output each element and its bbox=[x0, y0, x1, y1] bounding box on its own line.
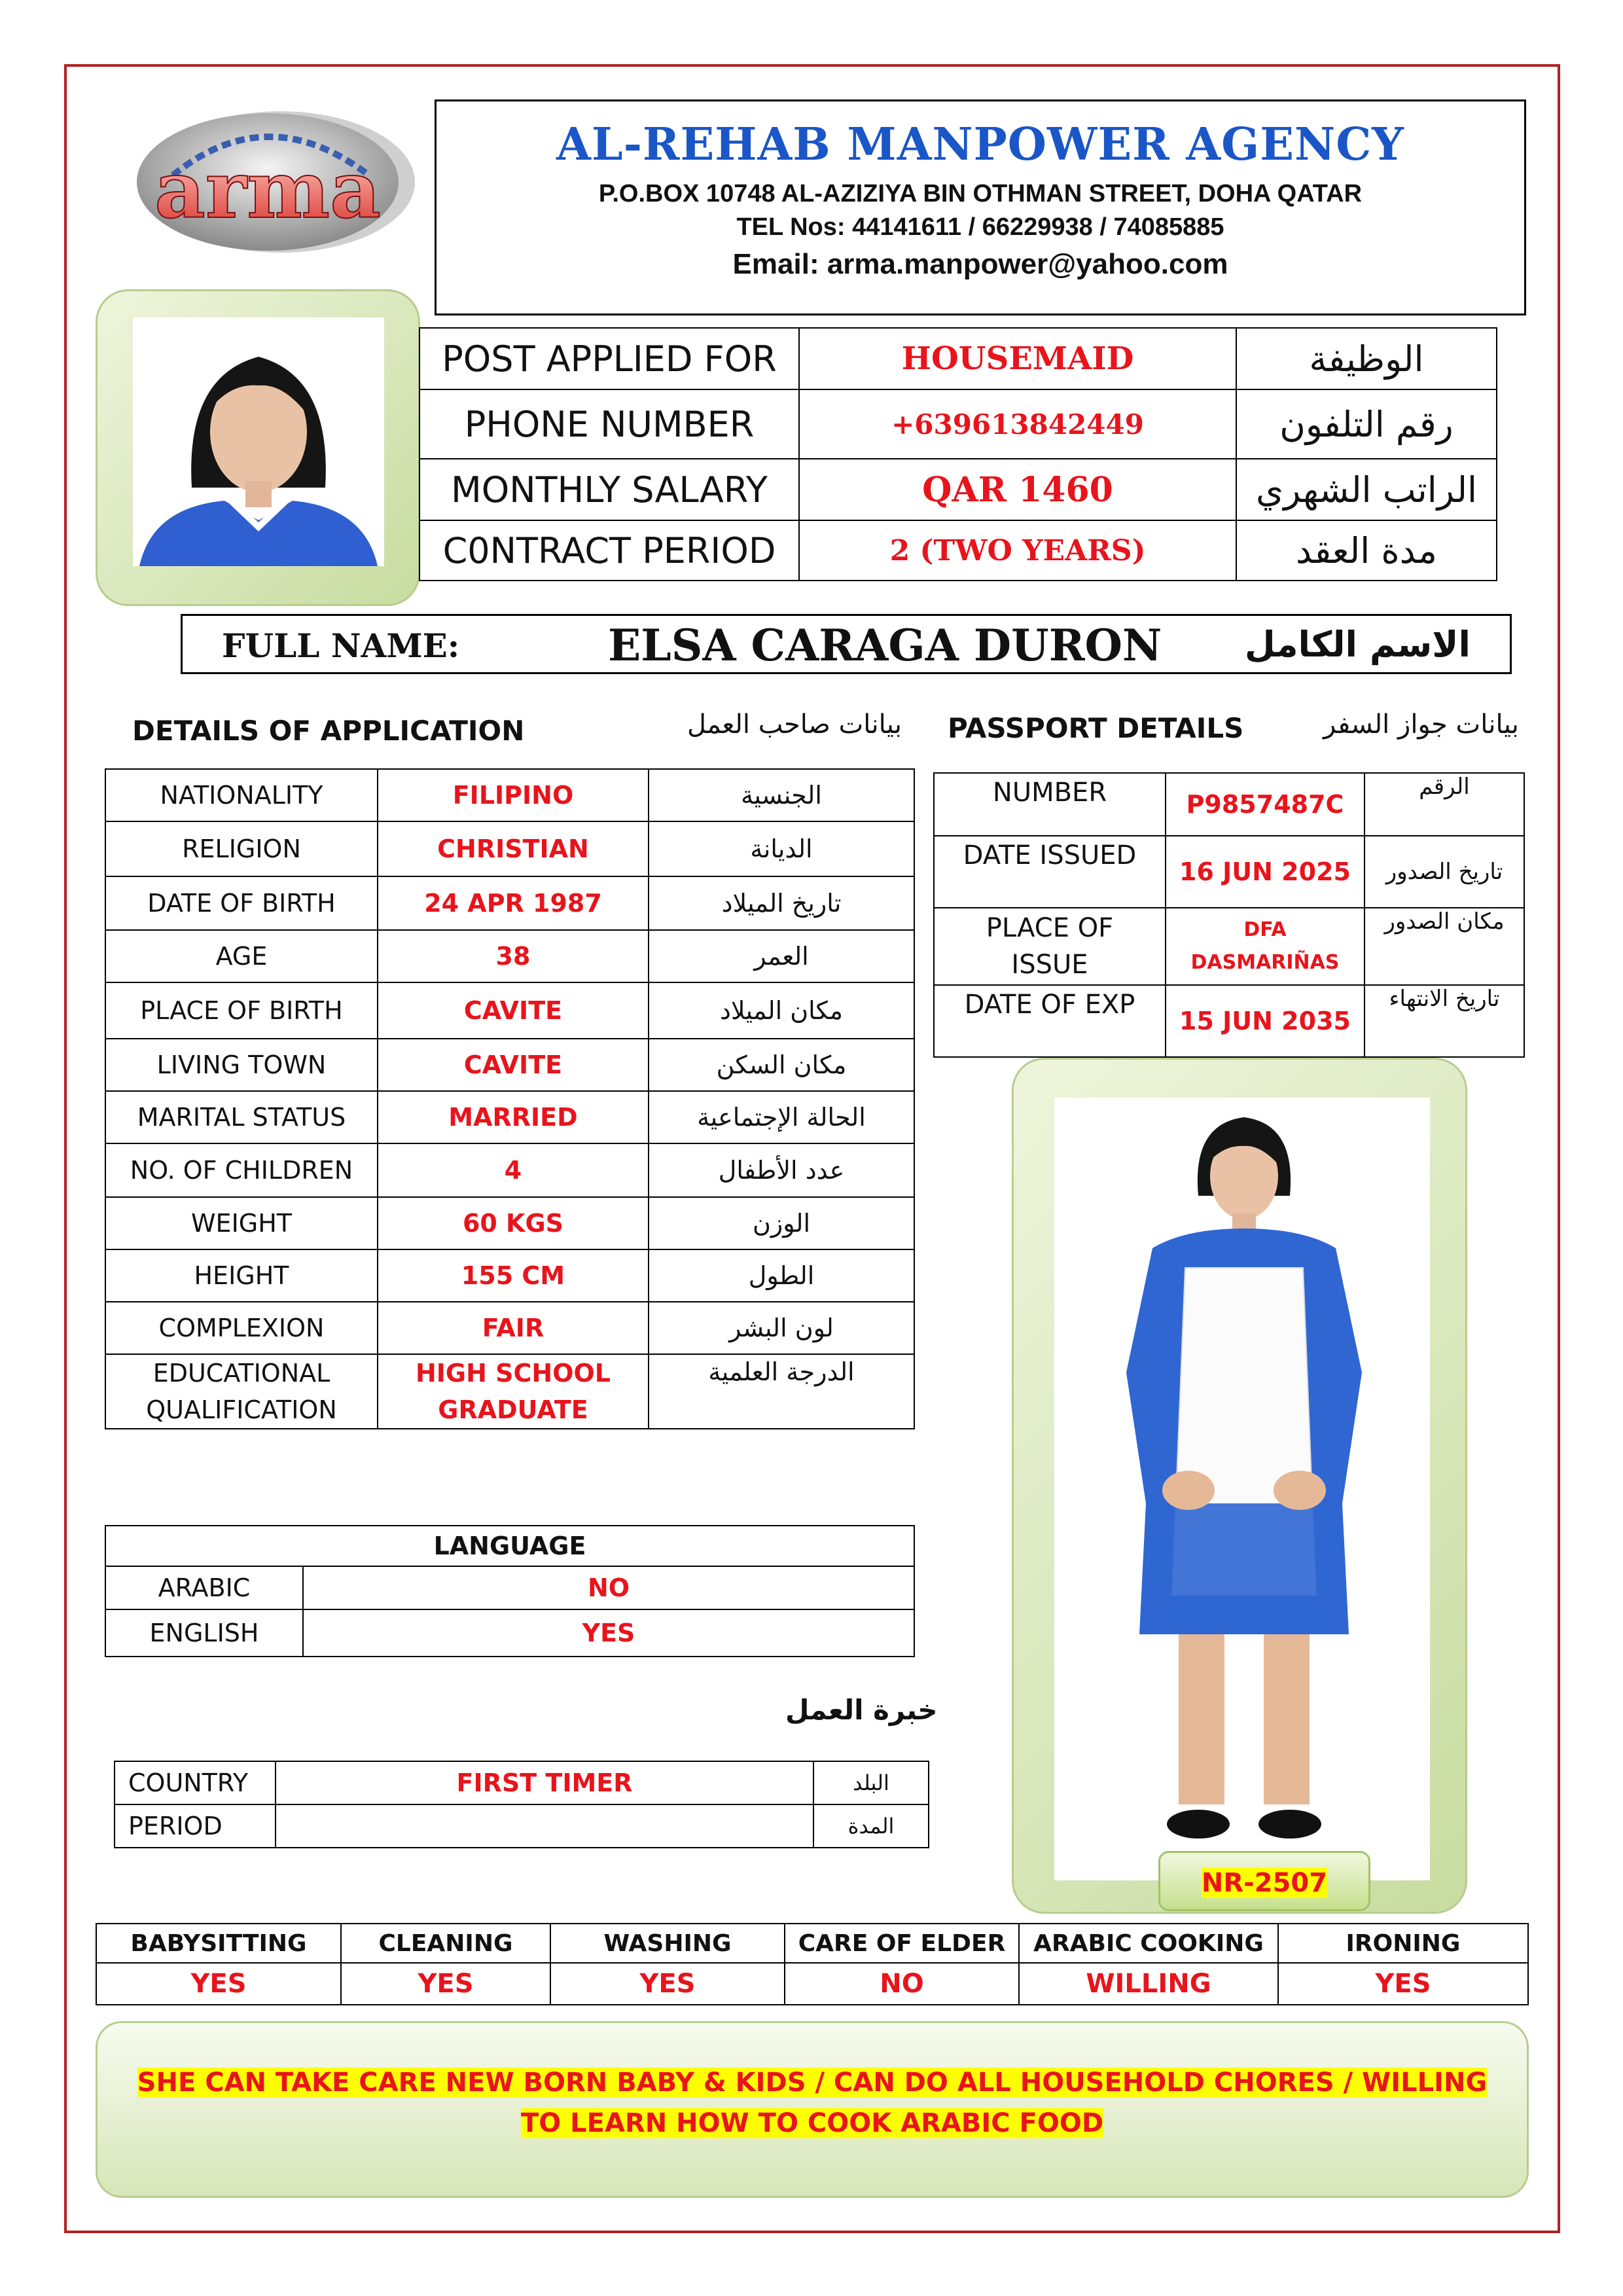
full-body-photo bbox=[1054, 1098, 1430, 1880]
experience-table bbox=[114, 1761, 929, 1848]
table-row bbox=[105, 1609, 914, 1657]
portrait-photo-frame bbox=[96, 289, 420, 606]
table-row bbox=[105, 1039, 914, 1091]
detail-label: DATE OF BIRTH bbox=[105, 876, 378, 930]
table-row bbox=[419, 328, 1497, 389]
table-row bbox=[934, 773, 1524, 836]
table-row bbox=[105, 1091, 914, 1143]
detail-arabic: الوزن bbox=[649, 1197, 914, 1249]
detail-label: PLACE OF BIRTH bbox=[105, 982, 378, 1039]
skill-name: IRONING bbox=[1278, 1924, 1528, 1963]
skill-value: YES bbox=[1278, 1963, 1528, 2005]
passport-label: DATE OF EXP bbox=[934, 985, 1166, 1057]
table-row bbox=[105, 1354, 914, 1429]
detail-value: 60 KGS bbox=[378, 1197, 649, 1249]
detail-label: AGE bbox=[105, 930, 378, 982]
passport-arabic: تاريخ الانتهاء bbox=[1364, 985, 1524, 1057]
passport-title: PASSPORT DETAILS bbox=[948, 712, 1244, 744]
table-row bbox=[934, 985, 1524, 1057]
table-row bbox=[934, 836, 1524, 908]
detail-value: CHRISTIAN bbox=[378, 821, 649, 876]
detail-arabic: الحالة الإجتماعية bbox=[649, 1091, 914, 1143]
full-body-photo-frame bbox=[1012, 1058, 1467, 1914]
table-row bbox=[934, 908, 1524, 985]
table-row bbox=[419, 459, 1497, 520]
experience-value bbox=[276, 1804, 813, 1848]
detail-arabic: تاريخ الميلاد bbox=[649, 876, 914, 930]
detail-label: WEIGHT bbox=[105, 1197, 378, 1249]
passport-label: PLACE OF ISSUE bbox=[934, 908, 1166, 985]
detail-arabic: الجنسية bbox=[649, 769, 914, 821]
table-row bbox=[105, 1302, 914, 1354]
details-table bbox=[105, 768, 915, 1429]
full-name-arabic: الاسم الكامل bbox=[1244, 624, 1471, 665]
language-value: NO bbox=[303, 1566, 914, 1609]
table-row bbox=[105, 1143, 914, 1197]
experience-title-arabic: خبرة العمل bbox=[785, 1694, 938, 1726]
language-value: YES bbox=[303, 1609, 914, 1657]
detail-arabic: مكان السكن bbox=[649, 1039, 914, 1091]
detail-value: 4 bbox=[378, 1143, 649, 1197]
skill-value: YES bbox=[96, 1963, 341, 2005]
agency-email: Email: arma.manpower@yahoo.com bbox=[732, 248, 1228, 280]
table-row bbox=[105, 1566, 914, 1609]
phone-label: PHONE NUMBER bbox=[419, 389, 799, 459]
remarks-box bbox=[96, 2021, 1529, 2198]
reference-number: NR-2507 bbox=[1201, 1868, 1328, 1898]
table-row bbox=[115, 1804, 929, 1848]
table-row bbox=[96, 1963, 1528, 2005]
table-row bbox=[105, 1526, 914, 1566]
detail-value: FILIPINO bbox=[378, 769, 649, 821]
salary-arabic: الراتب الشهري bbox=[1236, 459, 1497, 520]
skill-name: ARABIC COOKING bbox=[1019, 1924, 1278, 1963]
table-row bbox=[105, 1249, 914, 1302]
passport-arabic: الرقم bbox=[1364, 773, 1524, 836]
table-row bbox=[105, 1197, 914, 1249]
agency-address: P.O.BOX 10748 AL-AZIZIYA BIN OTHMAN STREET, DOHA QATAR bbox=[598, 180, 1363, 207]
experience-arabic: البلد bbox=[813, 1761, 929, 1804]
passport-value: P9857487C bbox=[1166, 773, 1364, 836]
table-row bbox=[105, 982, 914, 1039]
salary-label: MONTHLY SALARY bbox=[419, 459, 799, 520]
contract-value: 2 (TWO YEARS) bbox=[799, 520, 1236, 581]
full-name-value: ELSA CARAGA DURON bbox=[608, 620, 1162, 671]
table-row bbox=[105, 821, 914, 876]
agency-logo bbox=[120, 105, 428, 262]
passport-title-arabic: بيانات جواز السفر bbox=[1323, 709, 1519, 740]
table-row bbox=[105, 930, 914, 982]
skill-name: WASHING bbox=[550, 1924, 785, 1963]
detail-arabic: مكان الميلاد bbox=[649, 982, 914, 1039]
contract-label: C0NTRACT PERIOD bbox=[419, 520, 799, 581]
table-row bbox=[419, 389, 1497, 459]
detail-label: MARITAL STATUS bbox=[105, 1091, 378, 1143]
detail-value: 38 bbox=[378, 930, 649, 982]
passport-label: DATE ISSUED bbox=[934, 836, 1166, 908]
detail-label: NATIONALITY bbox=[105, 769, 378, 821]
table-row bbox=[419, 520, 1497, 581]
agency-phone: TEL Nos: 44141611 / 66229938 / 74085885 bbox=[736, 213, 1224, 241]
agency-name: AL-REHAB MANPOWER AGENCY bbox=[556, 118, 1404, 171]
detail-label: LIVING TOWN bbox=[105, 1039, 378, 1091]
experience-label: PERIOD bbox=[115, 1804, 276, 1848]
experience-label: COUNTRY bbox=[115, 1761, 276, 1804]
skill-name: CLEANING bbox=[341, 1924, 550, 1963]
passport-value: 15 JUN 2035 bbox=[1166, 985, 1364, 1057]
detail-label: RELIGION bbox=[105, 821, 378, 876]
skill-value: WILLING bbox=[1019, 1963, 1278, 2005]
detail-value: MARRIED bbox=[378, 1091, 649, 1143]
full-name-label: FULL NAME: bbox=[222, 626, 460, 665]
language-table bbox=[105, 1525, 915, 1657]
reference-badge bbox=[1158, 1851, 1370, 1911]
remarks-text: SHE CAN TAKE CARE NEW BORN BABY & KIDS / CAN DO ALL HOUSEHOLD CHORES / WILLING TO LEARN HOW TO COOK ARABIC FOOD bbox=[137, 2068, 1488, 2138]
skill-value: NO bbox=[785, 1963, 1019, 2005]
logo-text: arma bbox=[154, 144, 381, 236]
agency-header bbox=[435, 99, 1526, 315]
portrait-photo bbox=[133, 317, 384, 566]
experience-arabic: المدة bbox=[813, 1804, 929, 1848]
detail-arabic: عدد الأطفال bbox=[649, 1143, 914, 1197]
passport-arabic: تاريخ الصدور bbox=[1364, 836, 1524, 908]
details-title-arabic: بيانات صاحب العمل bbox=[687, 709, 902, 740]
detail-value: CAVITE bbox=[378, 1039, 649, 1091]
detail-label: NO. OF CHILDREN bbox=[105, 1143, 378, 1197]
detail-value: FAIR bbox=[378, 1302, 649, 1354]
detail-label: COMPLEXION bbox=[105, 1302, 378, 1354]
table-row bbox=[105, 876, 914, 930]
salary-value: QAR 1460 bbox=[799, 459, 1236, 520]
post-arabic: الوظيفة bbox=[1236, 328, 1497, 389]
detail-value: CAVITE bbox=[378, 982, 649, 1039]
job-info-table bbox=[419, 327, 1497, 581]
passport-table bbox=[933, 772, 1525, 1058]
experience-value: FIRST TIMER bbox=[276, 1761, 813, 1804]
skill-name: BABYSITTING bbox=[96, 1924, 341, 1963]
passport-value: DFA DASMARIÑAS bbox=[1166, 908, 1364, 985]
detail-value: 24 APR 1987 bbox=[378, 876, 649, 930]
contract-arabic: مدة العقد bbox=[1236, 520, 1497, 581]
detail-label: EDUCATIONAL QUALIFICATION bbox=[105, 1354, 378, 1429]
passport-value: 16 JUN 2025 bbox=[1166, 836, 1364, 908]
phone-value: +639613842449 bbox=[799, 389, 1236, 459]
detail-arabic: العمر bbox=[649, 930, 914, 982]
language-title: LANGUAGE bbox=[105, 1526, 914, 1566]
skill-value: YES bbox=[341, 1963, 550, 2005]
detail-arabic: لون البشر bbox=[649, 1302, 914, 1354]
detail-arabic: الدرجة العلمية bbox=[649, 1354, 914, 1429]
language-label: ENGLISH bbox=[105, 1609, 303, 1657]
skills-table bbox=[96, 1923, 1529, 2005]
detail-value: HIGH SCHOOL GRADUATE bbox=[378, 1354, 649, 1429]
detail-arabic: الديانة bbox=[649, 821, 914, 876]
skill-value: YES bbox=[550, 1963, 785, 2005]
passport-label: NUMBER bbox=[934, 773, 1166, 836]
table-row bbox=[96, 1924, 1528, 1963]
table-row bbox=[105, 769, 914, 821]
phone-arabic: رقم التلفون bbox=[1236, 389, 1497, 459]
skill-name: CARE OF ELDER bbox=[785, 1924, 1019, 1963]
post-label: POST APPLIED FOR bbox=[419, 328, 799, 389]
full-name-box bbox=[181, 614, 1512, 674]
passport-arabic: مكان الصدور bbox=[1364, 908, 1524, 985]
language-label: ARABIC bbox=[105, 1566, 303, 1609]
details-title: DETAILS OF APPLICATION bbox=[132, 715, 525, 747]
detail-value: 155 CM bbox=[378, 1249, 649, 1302]
post-value: HOUSEMAID bbox=[799, 328, 1236, 389]
detail-arabic: الطول bbox=[649, 1249, 914, 1302]
detail-label: HEIGHT bbox=[105, 1249, 378, 1302]
table-row bbox=[115, 1761, 929, 1804]
